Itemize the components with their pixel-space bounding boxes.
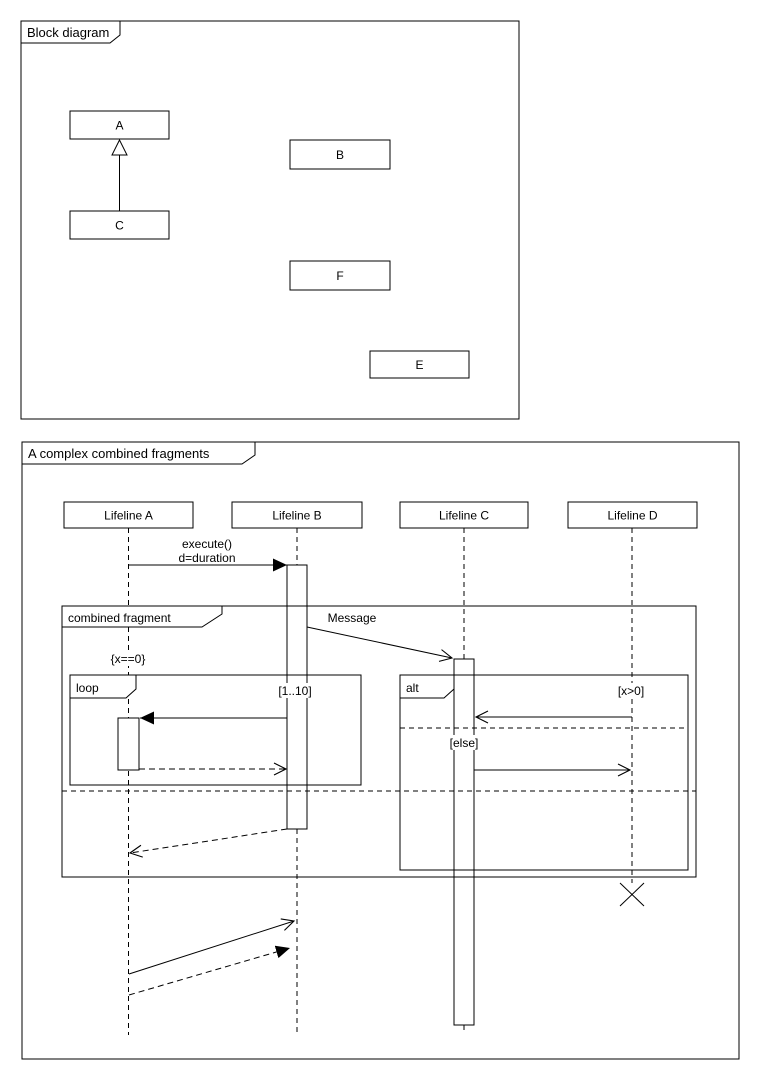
lifeline-c-label: Lifeline C — [438, 508, 490, 523]
bottom-async-message-line[interactable] — [129, 921, 294, 974]
block-node-b — [290, 140, 390, 169]
block-node-a — [70, 111, 169, 139]
destroy-x-icon — [620, 883, 644, 906]
block-diagram-title: Block diagram — [27, 25, 110, 40]
lifeline-b-header — [232, 502, 362, 528]
lifeline-a-label: Lifeline A — [104, 508, 153, 523]
block-node-e — [370, 351, 469, 378]
activation-bar-lifeline-a[interactable] — [118, 718, 139, 770]
generalization-hollow-triangle-icon — [112, 140, 127, 155]
loop-fragment-label: loop — [76, 681, 99, 695]
block-node-a-label: A — [115, 118, 124, 133]
combined-fragment-label: combined fragment — [68, 611, 171, 625]
alt-guard-if-label: [x>0] — [617, 684, 645, 698]
bottom-dashed-message-line[interactable] — [129, 948, 290, 995]
block-node-b-label: B — [335, 148, 345, 162]
message-execute — [129, 537, 288, 565]
message-async — [307, 611, 452, 658]
combined-fragment — [62, 606, 696, 877]
block-node-e-label: E — [415, 358, 424, 372]
lifeline-b-label: Lifeline B — [272, 508, 322, 523]
block-node-f — [290, 261, 390, 290]
sequence-diagram — [22, 442, 739, 1059]
block-node-c-label: C — [115, 218, 124, 233]
combined-guard-label: {x==0} — [110, 652, 146, 666]
message-execute-name: execute() — [181, 537, 233, 551]
message-async-label: Message — [327, 611, 377, 625]
alt-fragment — [400, 675, 688, 870]
alt-fragment-label: alt — [406, 681, 419, 695]
activation-bar-lifeline-c[interactable] — [454, 659, 474, 1025]
loop-fragment — [70, 675, 361, 785]
message-execute-duration: d=duration — [178, 551, 236, 565]
sequence-title: A complex combined fragments — [28, 446, 210, 461]
alt-fragment-box[interactable] — [400, 675, 688, 870]
combined-fragment-box[interactable] — [62, 606, 696, 877]
loop-condition-label: [1..10] — [278, 684, 312, 698]
block-node-c — [70, 211, 169, 239]
alt-guard-else-label: [else] — [449, 736, 479, 750]
block-diagram — [21, 21, 519, 419]
lifeline-d-label: Lifeline D — [607, 508, 658, 523]
block-node-f-label: F — [336, 269, 344, 283]
message-async-line[interactable] — [307, 627, 452, 658]
return-b-to-a-line[interactable] — [130, 829, 287, 853]
lifeline-d-header — [568, 502, 697, 528]
lifeline-c-header — [400, 502, 528, 528]
lifeline-a-header — [64, 502, 193, 528]
